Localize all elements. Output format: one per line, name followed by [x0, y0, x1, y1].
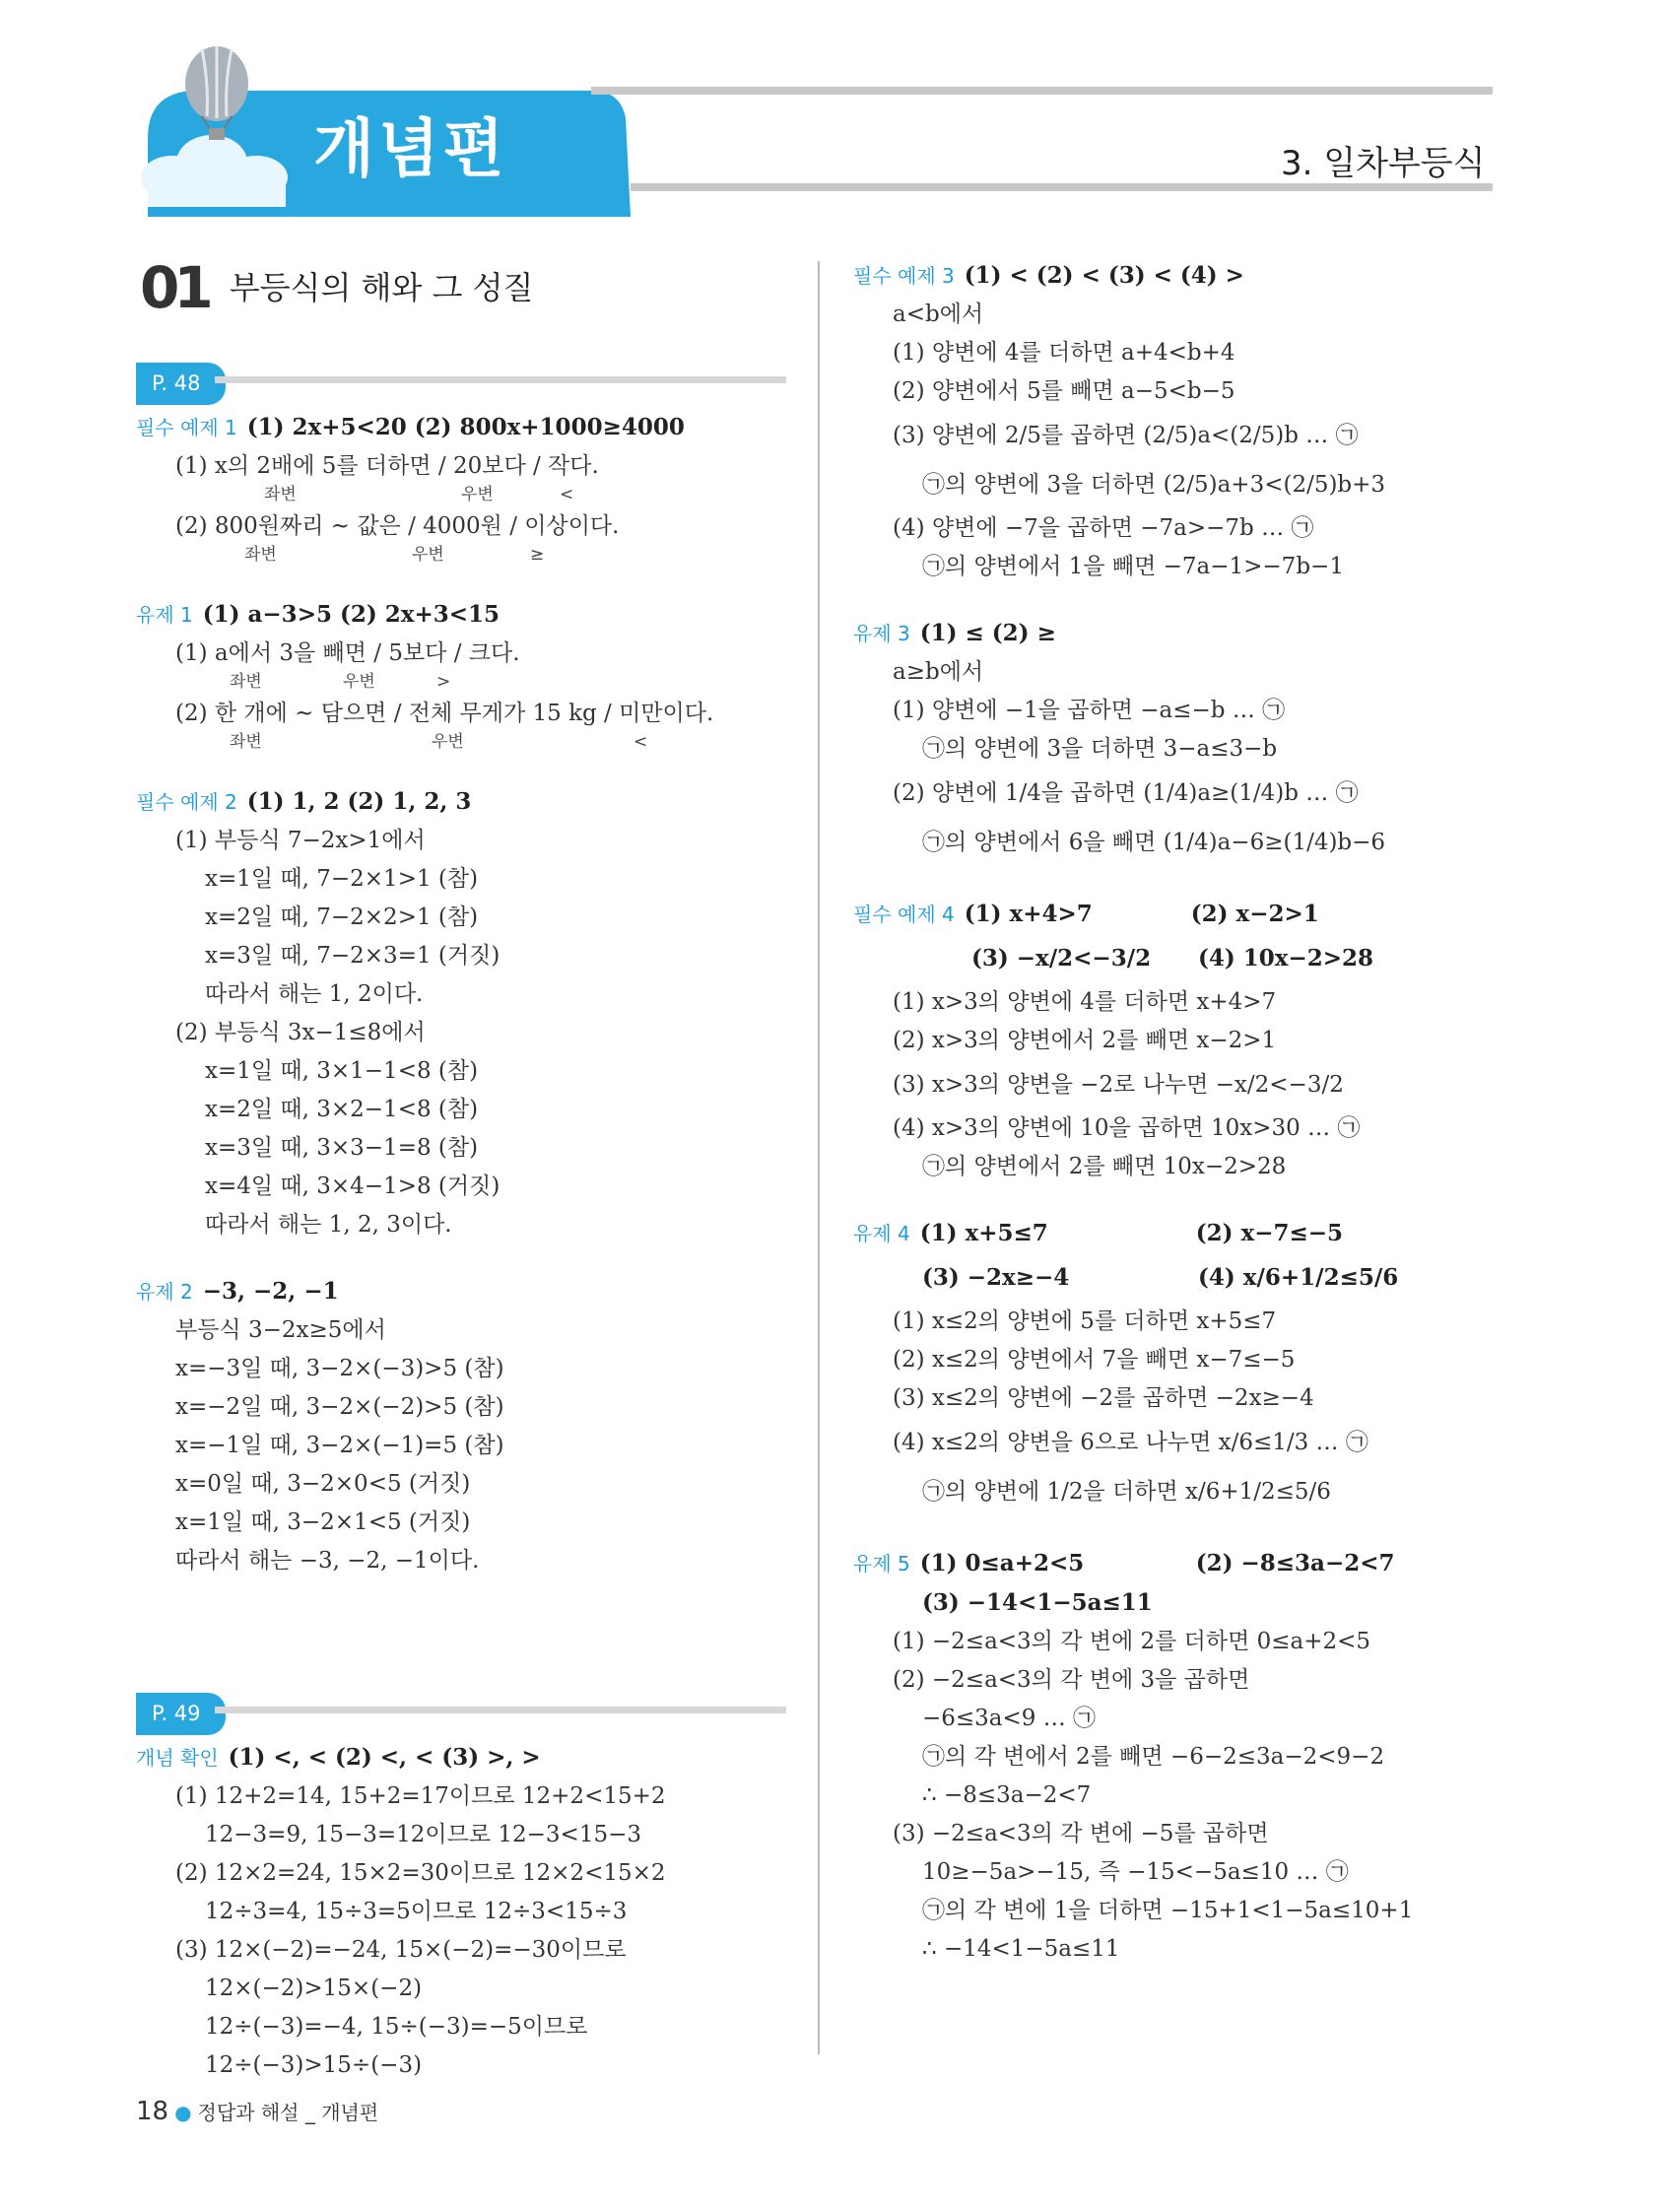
solution-line: ㉠의 양변에서 2를 빼면 10x−2>28 — [922, 1154, 1287, 1179]
problem-answer: (1) 0≤a+2<5 — [919, 1550, 1085, 1576]
header-banner — [0, 0, 1668, 227]
problem-header — [853, 1544, 1563, 1583]
page-tab-rule — [215, 1707, 786, 1713]
problem-label: 개념 확인 — [136, 1746, 219, 1770]
page-tab — [136, 363, 786, 402]
left-column — [136, 253, 786, 2085]
solution-line: −6≤3a<9 … ㉠ — [922, 1706, 1097, 1731]
problem-header — [136, 408, 786, 447]
section-header — [140, 253, 786, 321]
solution-line: (3) x>3의 양변을 −2로 나누면 −x/2<−3/2 — [893, 1072, 1344, 1098]
solution-line: ∴ −14<1−5a≤11 — [922, 1936, 1120, 1962]
problem-header — [853, 614, 1563, 653]
solution-line: 따라서 해는 1, 2이다. — [205, 981, 424, 1007]
problem-answer: (1) x+5≤7 — [919, 1220, 1048, 1246]
solution-line: ∴ −8≤3a−2<7 — [922, 1782, 1092, 1808]
problem-label: 유제 5 — [853, 1552, 910, 1575]
solution-line: (2) 양변에서 5를 빼면 a−5<b−5 — [893, 378, 1235, 404]
solution-line: (1) x의 2배에 5를 더하면 / 20보다 / 작다. — [175, 453, 599, 479]
solution-line: ㉠의 양변에서 1을 빼면 −7a−1>−7b−1 — [922, 554, 1344, 579]
solution-line: (3) x≤2의 양변에 −2를 곱하면 −2x≥−4 — [893, 1385, 1314, 1411]
problem-label: 필수 예제 4 — [853, 903, 955, 926]
problem-header — [853, 256, 1563, 296]
solution-line: x=3일 때, 3×3−1=8 (참) — [205, 1135, 479, 1161]
solution-line: ㉠의 양변에 1/2을 더하면 x/6+1/2≤5/6 — [922, 1479, 1331, 1505]
problem-answer: (1) a−3>5 (2) 2x+3<15 — [202, 601, 500, 628]
sub-labels — [136, 546, 786, 568]
solution-line: (4) 양변에 −7을 곱하면 −7a>−7b … ㉠ — [893, 515, 1314, 541]
section-number: 01 — [140, 253, 208, 321]
problem-answer: (1) < (2) < (3) < (4) > — [964, 262, 1244, 289]
problem-header — [853, 1253, 1563, 1303]
problem-answer: (3) −x/2<−3/2 — [971, 945, 1152, 972]
sub-label: 우변 — [461, 485, 494, 504]
problem-label: 필수 예제 3 — [853, 264, 955, 288]
solution-line: x=1일 때, 3−2×1<5 (거짓) — [175, 1509, 471, 1535]
problem-header — [853, 895, 1563, 934]
solution-line: ㉠의 각 변에 1을 더하면 −15+1<1−5a≤10+1 — [922, 1898, 1414, 1923]
problem-header — [136, 1738, 786, 1777]
solution-line: (1) 양변에 −1을 곱하면 −a≤−b … ㉠ — [893, 698, 1286, 723]
problem-header — [136, 782, 786, 822]
solution-line: x=1일 때, 3×1−1<8 (참) — [205, 1058, 479, 1084]
problem-label: 유제 1 — [136, 603, 193, 627]
sub-label: < — [634, 732, 648, 752]
sub-labels — [136, 733, 786, 755]
solution-line: (1) x≤2의 양변에 5를 더하면 x+5≤7 — [893, 1308, 1277, 1334]
solution-line: (3) −2≤a<3의 각 변에 −5를 곱하면 — [893, 1821, 1269, 1846]
sub-labels — [136, 486, 786, 507]
sub-label: 좌변 — [230, 672, 262, 692]
page-tab — [136, 1693, 786, 1732]
sub-label: > — [436, 672, 451, 692]
problem-answer: (2) x−7≤−5 — [1195, 1220, 1344, 1246]
solution-line: ㉠의 양변에 3을 더하면 (2/5)a+3<(2/5)b+3 — [922, 472, 1386, 498]
solution-line: x=1일 때, 7−2×1>1 (참) — [205, 866, 479, 892]
solution-line: x=−1일 때, 3−2×(−1)=5 (참) — [175, 1433, 504, 1458]
right-column — [853, 256, 1563, 1969]
problem-label: 유제 4 — [853, 1222, 910, 1245]
solution-line: 12×(−2)>15×(−2) — [205, 1976, 423, 2001]
solution-line: a≥b에서 — [893, 659, 984, 685]
problem-answer: (1) ≤ (2) ≥ — [919, 620, 1056, 646]
sub-label: 좌변 — [264, 485, 297, 504]
problem-label: 유제 3 — [853, 622, 910, 645]
chapter-title: 3. 일차부등식 — [1281, 144, 1486, 183]
problem-label: 유제 2 — [136, 1280, 193, 1304]
solution-line: x=−2일 때, 3−2×(−2)>5 (참) — [175, 1394, 504, 1420]
sub-labels — [136, 673, 786, 695]
solution-line: 12÷(−3)>15÷(−3) — [205, 2052, 423, 2078]
solution-line: (4) x≤2의 양변을 6으로 나누면 x/6≤1/3 … ㉠ — [893, 1430, 1368, 1455]
sub-label: 우변 — [343, 672, 375, 692]
solution-line: (3) 12×(−2)=−24, 15×(−2)=−30이므로 — [175, 1937, 627, 1963]
solution-line: (1) 12+2=14, 15+2=17이므로 12+2<15+2 — [175, 1783, 666, 1809]
problem-header — [853, 1214, 1563, 1253]
page-title: 개념편 — [313, 113, 508, 186]
problem-header — [853, 1583, 1563, 1623]
page-tab-label: P. 48 — [136, 363, 226, 405]
sub-label: 우변 — [412, 545, 444, 565]
solution-line: (2) −2≤a<3의 각 변에 3을 곱하면 — [893, 1667, 1250, 1693]
solution-line: (1) 부등식 7−2x>1에서 — [175, 828, 426, 853]
solution-line: x=0일 때, 3−2×0<5 (거짓) — [175, 1471, 471, 1497]
solution-line: x=4일 때, 3×4−1>8 (거짓) — [205, 1173, 500, 1199]
solution-line: (2) 12×2=24, 15×2=30이므로 12×2<15×2 — [175, 1860, 666, 1886]
problem-answer: (4) x/6+1/2≤5/6 — [1198, 1264, 1399, 1291]
sub-label: ≥ — [530, 545, 545, 565]
solution-line: x=−3일 때, 3−2×(−3)>5 (참) — [175, 1356, 504, 1381]
problem-header — [136, 595, 786, 635]
sub-label: 좌변 — [230, 732, 262, 752]
solution-line: 12−3=9, 15−3=12이므로 12−3<15−3 — [205, 1822, 641, 1847]
solution-line: 12÷(−3)=−4, 15÷(−3)=−5이므로 — [205, 2014, 588, 2040]
page-footer — [136, 2097, 378, 2126]
sub-label: 우변 — [432, 732, 464, 752]
problem-label: 필수 예제 1 — [136, 416, 237, 439]
problem-answer: (1) x+4>7 — [964, 901, 1093, 927]
solution-line: (1) x>3의 양변에 4를 더하면 x+4>7 — [893, 989, 1277, 1015]
sub-label: < — [560, 485, 574, 504]
solution-line: 10≥−5a>−15, 즉 −15<−5a≤10 … ㉠ — [922, 1859, 1349, 1885]
solution-line: (2) x≤2의 양변에서 7을 빼면 x−7≤−5 — [893, 1347, 1296, 1373]
solution-line: (2) 부등식 3x−1≤8에서 — [175, 1020, 426, 1045]
solution-line: x=2일 때, 7−2×2>1 (참) — [205, 905, 479, 930]
solution-line: ㉠의 각 변에서 2를 빼면 −6−2≤3a−2<9−2 — [922, 1744, 1385, 1770]
solution-line: (2) 양변에 1/4을 곱하면 (1/4)a≥(1/4)b … ㉠ — [893, 780, 1359, 806]
solution-line: 12÷3=4, 15÷3=5이므로 12÷3<15÷3 — [205, 1899, 628, 1924]
column-divider — [818, 261, 820, 2054]
section-title: 부등식의 해와 그 성질 — [229, 268, 534, 306]
problem-label: 필수 예제 2 — [136, 790, 237, 814]
solution-line: ㉠의 양변에 3을 더하면 3−a≤3−b — [922, 736, 1278, 762]
solution-line: (3) 양변에 2/5를 곱하면 (2/5)a<(2/5)b … ㉠ — [893, 423, 1359, 448]
solution-line: (2) 한 개에 ~ 담으면 / 전체 무게가 15 kg / 미만이다. — [175, 701, 714, 726]
problem-answer: (2) −8≤3a−2<7 — [1195, 1550, 1395, 1576]
solution-line: (2) x>3의 양변에서 2를 빼면 x−2>1 — [893, 1028, 1277, 1053]
problem-header — [853, 934, 1563, 983]
solution-line: 따라서 해는 1, 2, 3이다. — [205, 1212, 452, 1238]
solution-line: ㉠의 양변에서 6을 빼면 (1/4)a−6≥(1/4)b−6 — [922, 830, 1386, 855]
footer-text: 정답과 해설 _ 개념편 — [197, 2101, 379, 2124]
solution-line: (2) 800원짜리 ~ 값은 / 4000원 / 이상이다. — [175, 513, 620, 539]
problem-answer: (1) <, < (2) <, < (3) >, > — [228, 1744, 541, 1771]
solution-line: 부등식 3−2x≥5에서 — [175, 1317, 386, 1343]
problem-header — [136, 1272, 786, 1311]
solution-line: x=3일 때, 7−2×3=1 (거짓) — [205, 943, 500, 969]
page-tab-rule — [215, 376, 786, 383]
sub-label: 좌변 — [244, 545, 277, 565]
solution-line: x=2일 때, 3×2−1<8 (참) — [205, 1097, 479, 1122]
problem-answer: (3) −2x≥−4 — [922, 1264, 1070, 1291]
page-tab-label: P. 49 — [136, 1693, 226, 1735]
solution-line: (4) x>3의 양변에 10을 곱하면 10x>30 … ㉠ — [893, 1115, 1361, 1141]
problem-answer: (3) −14<1−5a≤11 — [922, 1589, 1153, 1616]
problem-answer: (4) 10x−2>28 — [1198, 945, 1374, 972]
solution-line: (1) 양변에 4를 더하면 a+4<b+4 — [893, 340, 1235, 366]
solution-line: 따라서 해는 −3, −2, −1이다. — [175, 1548, 480, 1574]
problem-answer: −3, −2, −1 — [202, 1278, 339, 1305]
bullet-icon: ● — [174, 2101, 192, 2124]
problem-answer: (2) x−2>1 — [1190, 901, 1319, 927]
solution-line: (1) −2≤a<3의 각 변에 2를 더하면 0≤a+2<5 — [893, 1629, 1371, 1654]
solution-line: (1) a에서 3을 빼면 / 5보다 / 크다. — [175, 640, 520, 666]
problem-answer: (1) 2x+5<20 (2) 800x+1000≥4000 — [246, 414, 685, 440]
page-number: 18 — [136, 2097, 169, 2126]
solution-line: a<b에서 — [893, 302, 984, 327]
problem-answer: (1) 1, 2 (2) 1, 2, 3 — [246, 788, 472, 815]
